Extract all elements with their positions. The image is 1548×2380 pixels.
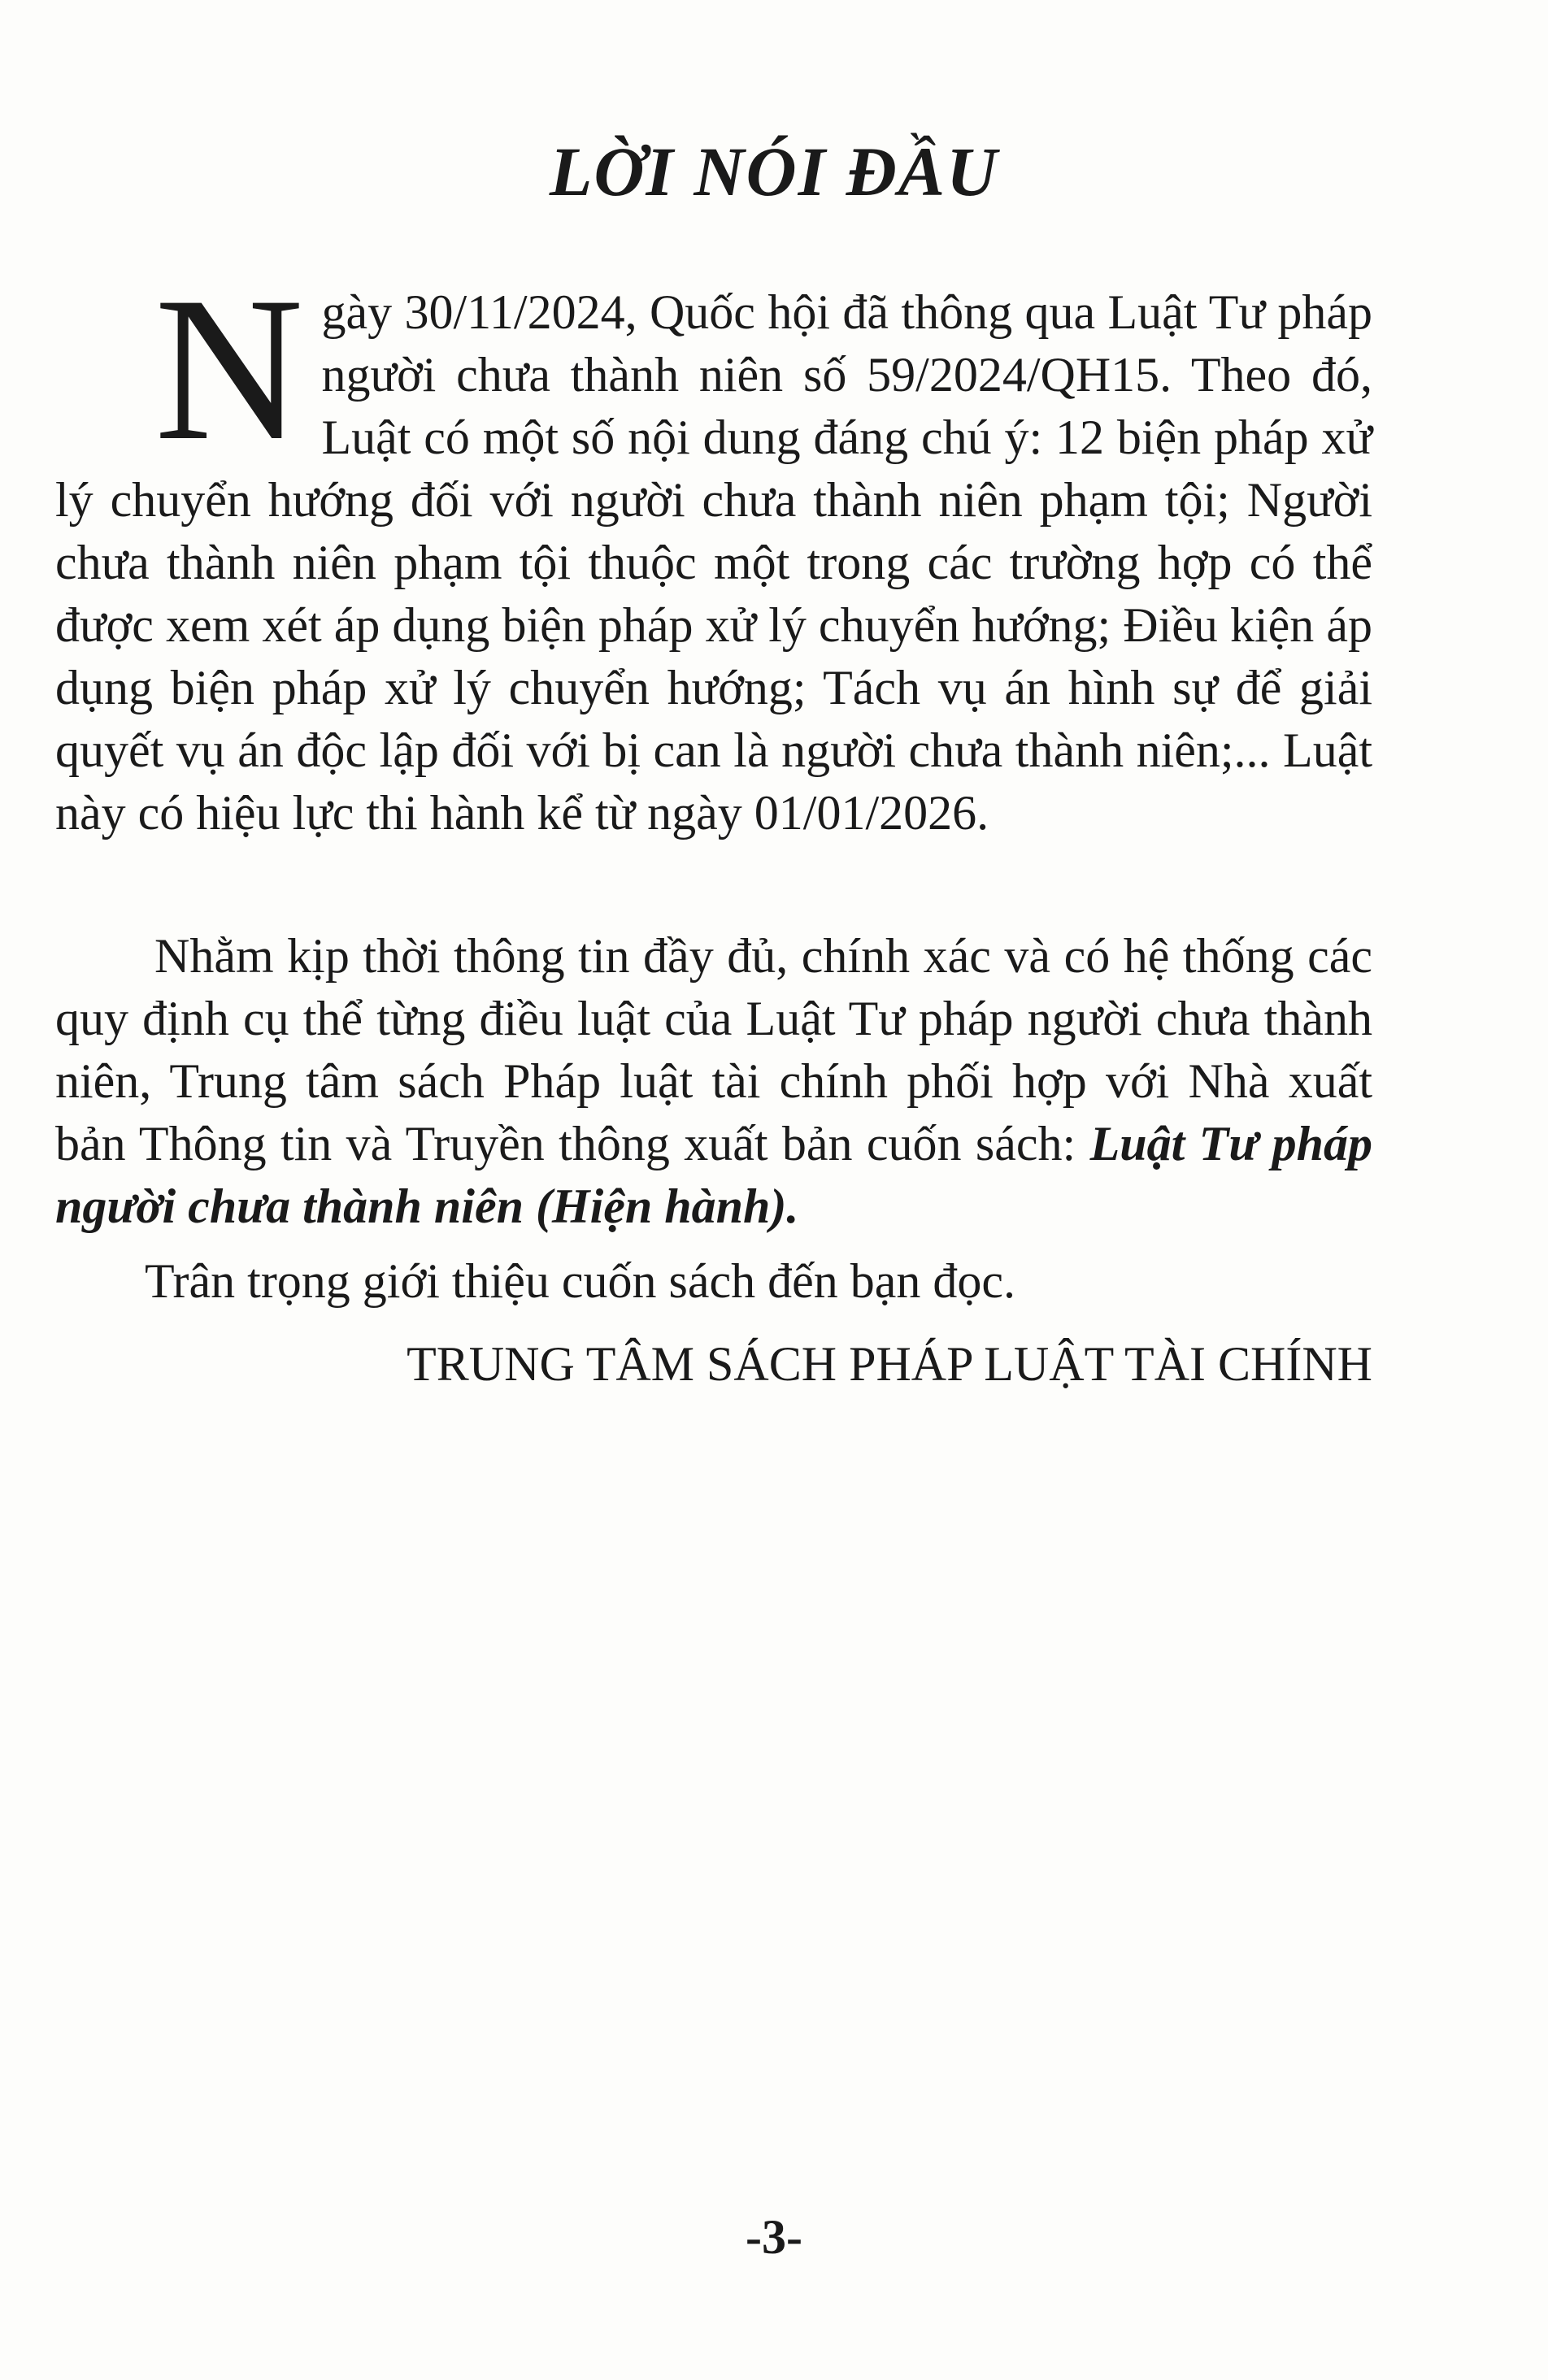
page-number: -3-	[746, 2210, 802, 2264]
drop-cap-letter: N	[154, 254, 304, 483]
intro-paragraph	[55, 254, 1372, 845]
purpose-paragraph	[55, 925, 1372, 1238]
intro-paragraph-text: gày 30/11/2024, Quốc hội đã thông qua Luật Tư pháp người chưa thành niên số 59/2024/QH15. Theo đó, Luật có một số nội dung đáng chú ý: 12 biện pháp xử lý chuyển hướng đối với người chưa thành niên phạm tội; Người chưa thành niên phạm tội thuộc một trong các trường hợp có thể được xem xét áp dụng biện pháp xử lý chuyển hướng; Điều kiện áp dụng biện pháp xử lý chuyển hướng; Tách vụ án hình sự để giải quyết vụ án độc lập đối với bị can là người chưa thành niên;... Luật này có hiệu lực thi hành kể từ ngày 01/01/2026.	[55, 285, 1372, 840]
book-title: Luật Tư pháp người chưa thành niên (Hiện hành).	[55, 1117, 1373, 1233]
page-title: LỜI NÓI ĐẦU	[549, 132, 999, 211]
publisher-signature: TRUNG TÂM SÁCH PHÁP LUẬT TÀI CHÍNH	[407, 1337, 1372, 1391]
purpose-paragraph-text: Nhằm kịp thời thông tin đầy đủ, chính xác và có hệ thống các quy định cụ thể từng điều luật của Luật Tư pháp người chưa thành niên, Trung tâm sách Pháp luật tài chính phối hợp với Nhà xuất bản Thông tin và Truyền thông xuất bản cuốn sách:	[55, 929, 1372, 1170]
closing-paragraph: Trân trọng giới thiệu cuốn sách đến bạn đọc.	[145, 1254, 1015, 1308]
